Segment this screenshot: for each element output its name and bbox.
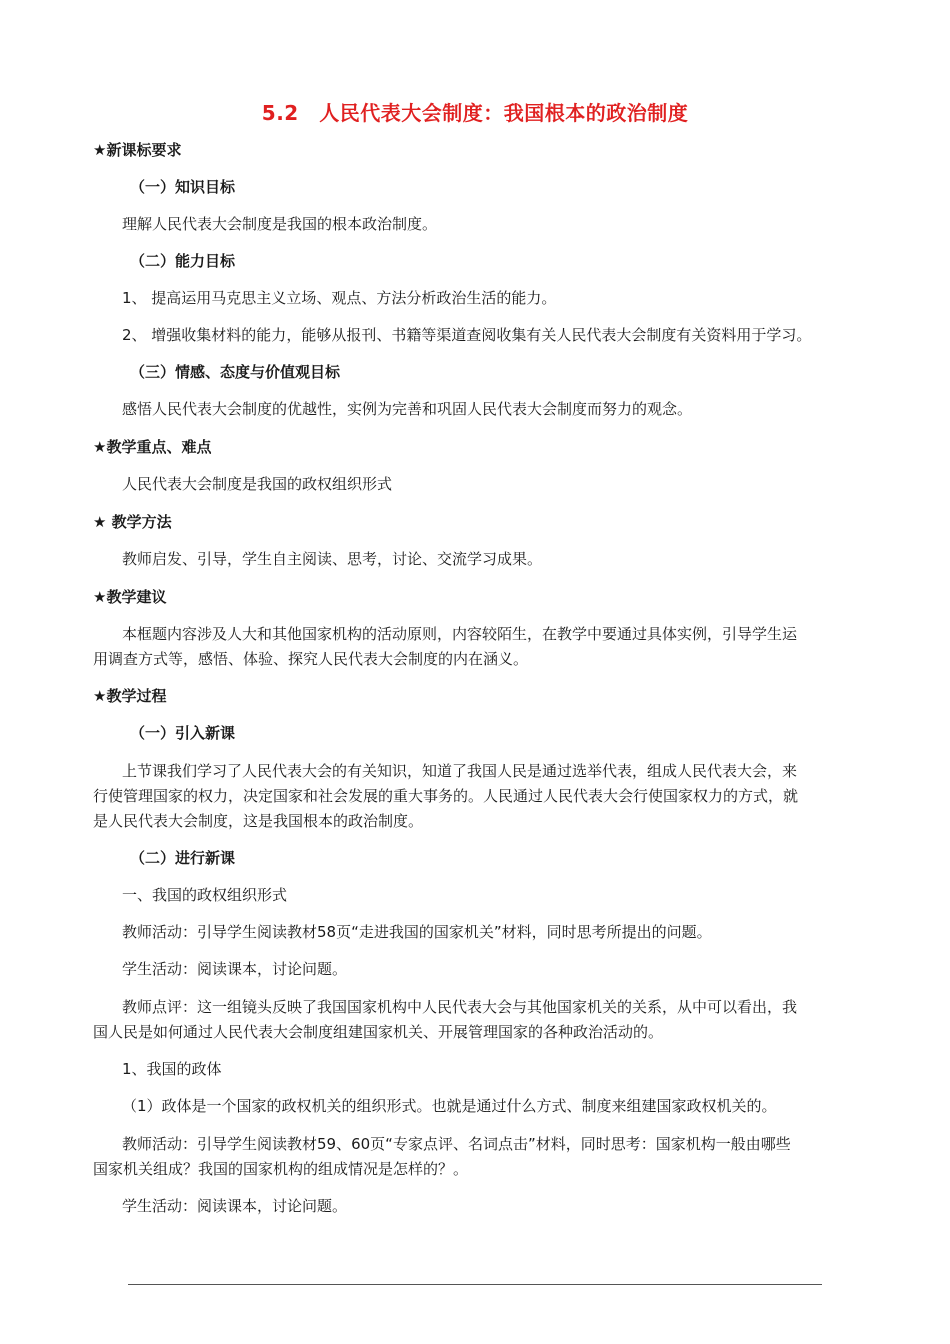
paragraph: 感悟人民代表大会制度的优越性，实例为完善和巩固人民代表大会制度而努力的观念。 xyxy=(122,400,693,418)
paragraph: （1）政体是一个国家的政权机关的组织形式。也就是通过什么方式、制度来组建国家政权机关的。 xyxy=(122,1097,777,1115)
paragraph-line: 行使管理国家的权力，决定国家和社会发展的重大事务的。人民通过人民代表大会行使国家权力的方式，就 xyxy=(93,787,799,805)
section-heading: ★教学过程 xyxy=(93,687,167,705)
paragraph: 一、我国的政权组织形式 xyxy=(122,886,288,904)
document-title: 5.2 人民代表大会制度：我国根本的政治制度 xyxy=(261,101,689,125)
paragraph-line: 国人民是如何通过人民代表大会制度组建国家机关、开展管理国家的各种政治活动的。 xyxy=(93,1023,664,1041)
paragraph: 学生活动：阅读课本，讨论问题。 xyxy=(122,1197,348,1215)
subsection-heading: （一）知识目标 xyxy=(130,178,236,196)
paragraph: 教师活动：引导学生阅读教材58页“走进我国的国家机关”材料，同时思考所提出的问题。 xyxy=(122,923,712,941)
paragraph-line: 国家机关组成？我国的国家机构的组成情况是怎样的？。 xyxy=(93,1160,469,1178)
subsection-heading: （二）能力目标 xyxy=(130,252,236,270)
paragraph: 学生活动：阅读课本，讨论问题。 xyxy=(122,960,348,978)
subsection-heading: （三）情感、态度与价值观目标 xyxy=(130,363,341,381)
subsection-heading: （一）引入新课 xyxy=(130,724,236,742)
list-item: 2、 增强收集材料的能力，能够从报刊、书籍等渠道查阅收集有关人民代表大会制度有关资料用于学习。 xyxy=(122,326,812,344)
section-heading: ★教学重点、难点 xyxy=(93,438,212,456)
paragraph: 教师启发、引导，学生自主阅读、思考，讨论、交流学习成果。 xyxy=(122,550,543,568)
list-item: 1、 提高运用马克思主义立场、观点、方法分析政治生活的能力。 xyxy=(122,289,557,307)
subsection-heading: （二）进行新课 xyxy=(130,849,236,867)
section-heading: ★ 教学方法 xyxy=(93,513,172,531)
paragraph-line: 本框题内容涉及人大和其他国家机构的活动原则，内容较陌生，在教学中要通过具体实例，引导学生运 xyxy=(122,625,798,643)
paragraph-line: 教师活动：引导学生阅读教材59、60页“专家点评、名词点击”材料，同时思考：国家机构一般由哪些 xyxy=(122,1135,791,1153)
paragraph: 人民代表大会制度是我国的政权组织形式 xyxy=(122,475,393,493)
paragraph-line: 上节课我们学习了人民代表大会的有关知识，知道了我国人民是通过选举代表，组成人民代表大会，来 xyxy=(122,762,798,780)
section-heading: ★教学建议 xyxy=(93,588,167,606)
paragraph-line: 教师点评：这一组镜头反映了我国国家机构中人民代表大会与其他国家机关的关系，从中可以看出，我 xyxy=(122,998,798,1016)
paragraph: 理解人民代表大会制度是我国的根本政治制度。 xyxy=(122,215,438,233)
paragraph-line: 是人民代表大会制度，这是我国根本的政治制度。 xyxy=(93,812,424,830)
paragraph: 1、我国的政体 xyxy=(122,1060,222,1078)
footer-divider xyxy=(128,1284,822,1285)
paragraph-line: 用调查方式等，感悟、体验、探究人民代表大会制度的内在涵义。 xyxy=(93,650,529,668)
section-heading: ★新课标要求 xyxy=(93,141,182,159)
